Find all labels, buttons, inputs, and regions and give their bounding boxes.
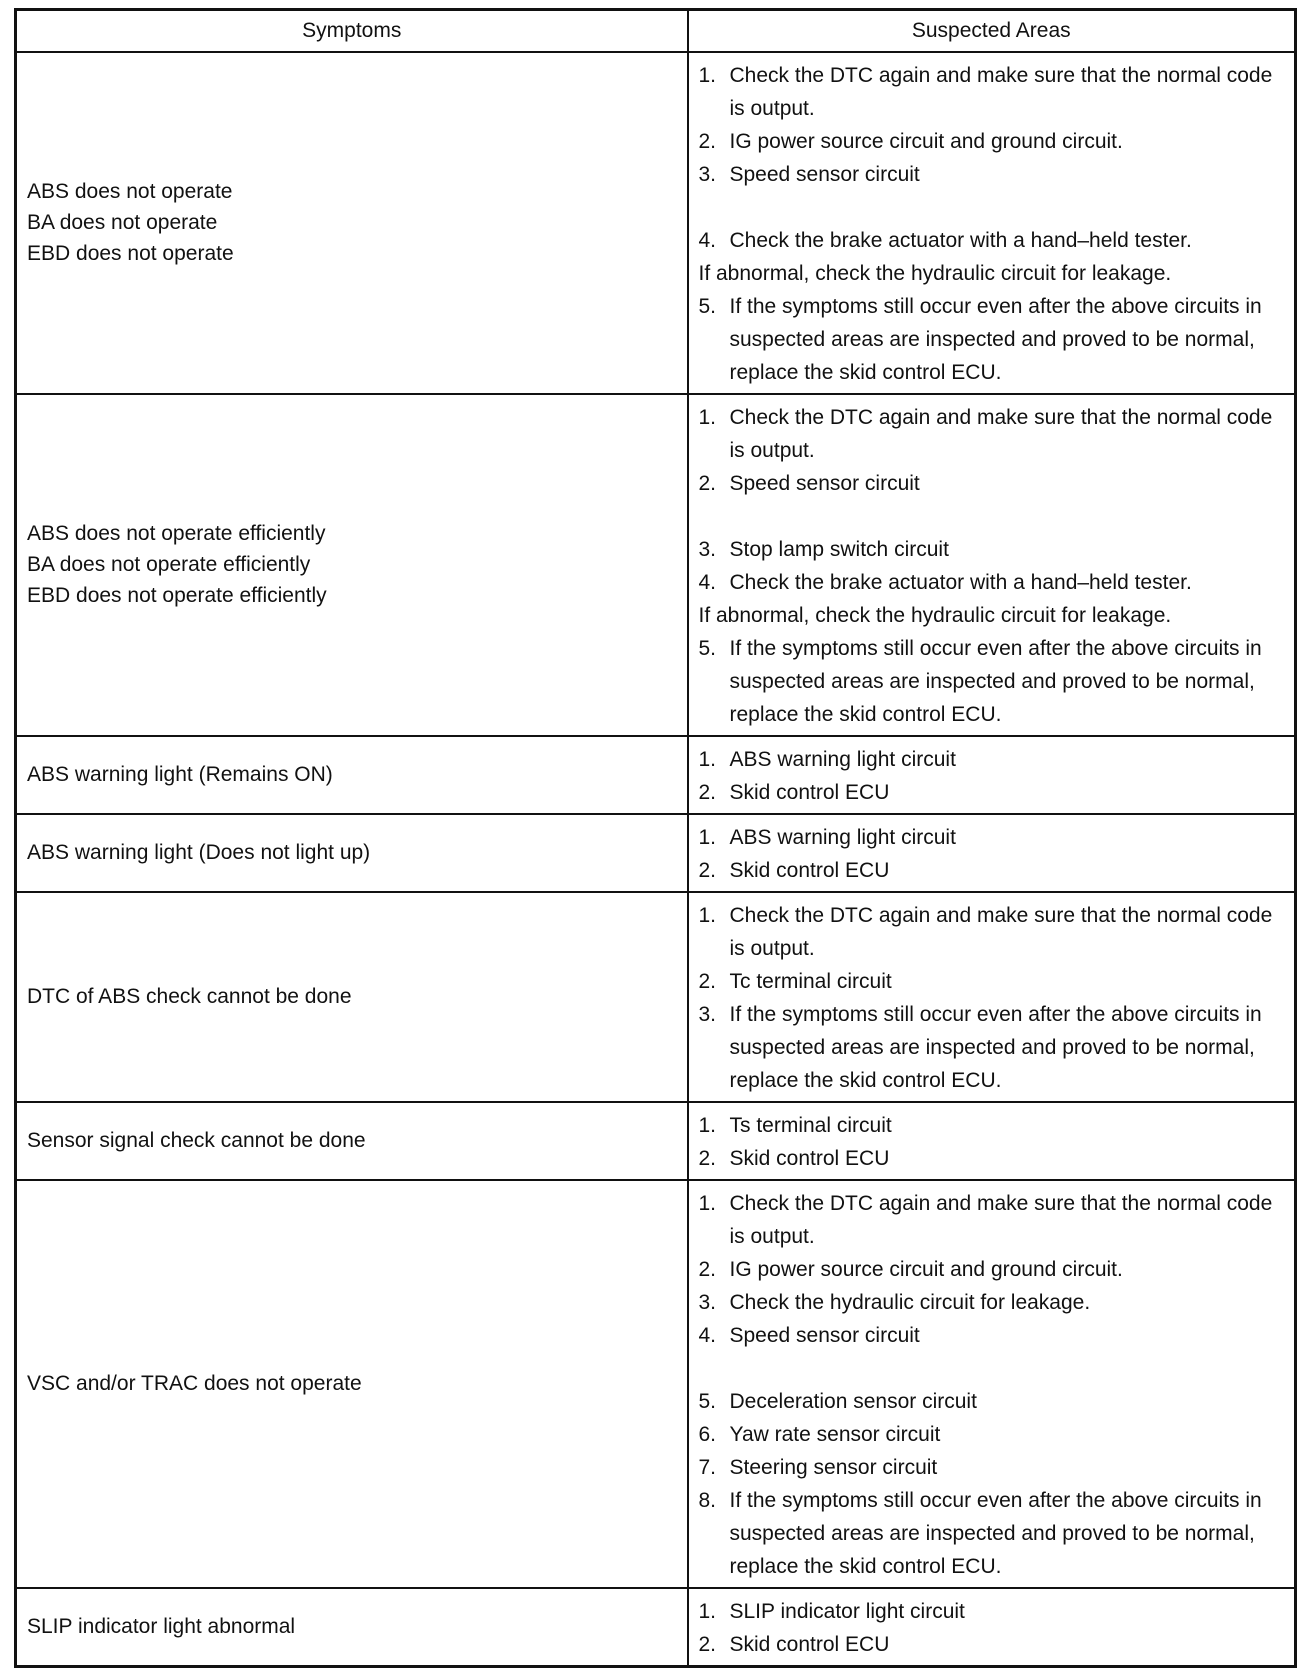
area-item-number: 2. bbox=[698, 1632, 717, 1656]
symptom-cell bbox=[16, 1180, 688, 1588]
symptom-cell bbox=[16, 814, 688, 892]
area-item-text: Skid control ECU bbox=[729, 1632, 890, 1656]
area-item-number: 4. bbox=[698, 1323, 717, 1347]
area-item bbox=[699, 1319, 1285, 1352]
symptom-text: ABS does not operate bbox=[27, 180, 233, 203]
area-item-number: 2. bbox=[698, 471, 717, 495]
area-item bbox=[699, 1385, 1285, 1418]
area-item bbox=[699, 821, 1285, 854]
area-item-number: 1. bbox=[698, 1191, 717, 1215]
area-item-number: 3. bbox=[698, 162, 717, 186]
area-item-text: Skid control ECU bbox=[729, 780, 890, 804]
area-item-text: Check the brake actuator with a hand–held tester. bbox=[729, 228, 1192, 252]
area-item-text: If the symptoms still occur even after the above circuits in suspected areas are inspected and proved to be normal, replace the skid control ECU. bbox=[729, 1488, 1262, 1578]
area-item bbox=[699, 854, 1285, 887]
area-item-text: Check the DTC again and make sure that the normal code is output. bbox=[729, 405, 1273, 462]
area-item-number: 2. bbox=[698, 1146, 717, 1170]
area-item-text: Deceleration sensor circuit bbox=[729, 1389, 977, 1413]
symptom-text: EBD does not operate efficiently bbox=[27, 584, 327, 607]
area-item bbox=[699, 1109, 1285, 1142]
table-row bbox=[16, 1102, 1296, 1180]
area-item bbox=[699, 743, 1285, 776]
area-item bbox=[699, 965, 1285, 998]
area-item-number: 1. bbox=[698, 405, 717, 429]
area-item-number: 1. bbox=[698, 1113, 717, 1137]
symptoms-table bbox=[14, 8, 1297, 1668]
area-item-text: SLIP indicator light circuit bbox=[729, 1599, 965, 1623]
area-item-number: 4. bbox=[698, 570, 717, 594]
blank-line bbox=[699, 1352, 1285, 1385]
symptom-text: EBD does not operate bbox=[27, 242, 234, 265]
area-item bbox=[699, 533, 1285, 566]
area-item bbox=[699, 1418, 1285, 1451]
area-item bbox=[699, 401, 1285, 467]
symptom-text: BA does not operate bbox=[27, 211, 218, 234]
blank-line bbox=[699, 500, 1285, 533]
area-item-number: 1. bbox=[698, 63, 717, 87]
area-item-text: Steering sensor circuit bbox=[729, 1455, 938, 1479]
area-item bbox=[699, 125, 1285, 158]
area-item-text: Check the DTC again and make sure that the normal code is output. bbox=[729, 1191, 1273, 1248]
area-item-text: Stop lamp switch circuit bbox=[729, 537, 949, 561]
area-item-number: 3. bbox=[698, 1290, 717, 1314]
area-note: If abnormal, check the hydraulic circuit for leakage. bbox=[698, 261, 1172, 285]
area-item-number: 1. bbox=[698, 1599, 717, 1623]
symptom-text: ABS does not operate efficiently bbox=[27, 522, 326, 545]
area-item-number: 5. bbox=[698, 636, 717, 660]
area-item-text: Check the DTC again and make sure that the normal code is output. bbox=[729, 63, 1273, 120]
area-item bbox=[699, 998, 1285, 1097]
area-item-number: 2. bbox=[698, 780, 717, 804]
area-item-number: 2. bbox=[698, 129, 717, 153]
table-row bbox=[16, 892, 1296, 1102]
area-item bbox=[699, 224, 1285, 257]
area-item-number: 3. bbox=[698, 1002, 717, 1026]
symptom-text: VSC and/or TRAC does not operate bbox=[27, 1372, 362, 1395]
symptom-cell bbox=[16, 892, 688, 1102]
suspected-areas-cell bbox=[688, 1102, 1296, 1180]
suspected-areas-cell bbox=[688, 1588, 1296, 1667]
area-item-text: Skid control ECU bbox=[729, 1146, 890, 1170]
area-item-text: Speed sensor circuit bbox=[729, 1323, 920, 1347]
suspected-areas-header: Suspected Areas bbox=[688, 10, 1296, 52]
area-item-number: 8. bbox=[698, 1488, 717, 1512]
symptom-text: SLIP indicator light abnormal bbox=[27, 1615, 296, 1638]
area-item-text: IG power source circuit and ground circuit. bbox=[729, 129, 1123, 153]
suspected-areas-cell bbox=[688, 394, 1296, 736]
area-item bbox=[699, 290, 1285, 389]
suspected-areas-cell bbox=[688, 892, 1296, 1102]
table-row bbox=[16, 394, 1296, 736]
area-item-text: Check the brake actuator with a hand–held tester. bbox=[729, 570, 1192, 594]
area-item-number: 3. bbox=[698, 537, 717, 561]
area-item bbox=[699, 1142, 1285, 1175]
area-item-number: 2. bbox=[698, 858, 717, 882]
symptom-cell bbox=[16, 736, 688, 814]
area-item-text: ABS warning light circuit bbox=[729, 825, 956, 849]
area-item-number: 6. bbox=[698, 1422, 717, 1446]
symptoms-header: Symptoms bbox=[16, 10, 688, 52]
area-item-number: 5. bbox=[698, 294, 717, 318]
area-item-number: 4. bbox=[698, 228, 717, 252]
area-item-text: If the symptoms still occur even after the above circuits in suspected areas are inspected and proved to be normal, replace the skid control ECU. bbox=[729, 636, 1262, 726]
area-item-text: IG power source circuit and ground circuit. bbox=[729, 1257, 1123, 1281]
area-item-text: Speed sensor circuit bbox=[729, 162, 920, 186]
symptom-text: BA does not operate efficiently bbox=[27, 553, 311, 576]
table-header-row bbox=[16, 10, 1296, 52]
area-item bbox=[699, 566, 1285, 599]
area-item bbox=[699, 1628, 1285, 1661]
area-item bbox=[699, 776, 1285, 809]
area-item-number: 7. bbox=[698, 1455, 717, 1479]
document-page bbox=[14, 8, 1294, 1668]
symptom-text: ABS warning light (Remains ON) bbox=[27, 763, 333, 786]
suspected-areas-cell bbox=[688, 1180, 1296, 1588]
area-item-text: Ts terminal circuit bbox=[729, 1113, 892, 1137]
area-item-text: Skid control ECU bbox=[729, 858, 890, 882]
area-item-text: If the symptoms still occur even after the above circuits in suspected areas are inspected and proved to be normal, replace the skid control ECU. bbox=[729, 294, 1262, 384]
area-item bbox=[699, 1286, 1285, 1319]
area-item-text: Tc terminal circuit bbox=[729, 969, 892, 993]
table-row bbox=[16, 736, 1296, 814]
symptom-cell bbox=[16, 1588, 688, 1667]
area-item bbox=[699, 632, 1285, 731]
suspected-areas-cell bbox=[688, 52, 1296, 394]
suspected-areas-cell bbox=[688, 814, 1296, 892]
suspected-areas-cell bbox=[688, 736, 1296, 814]
area-item-number: 1. bbox=[698, 825, 717, 849]
area-item bbox=[699, 467, 1285, 500]
area-item-text: Yaw rate sensor circuit bbox=[729, 1422, 941, 1446]
area-note: If abnormal, check the hydraulic circuit for leakage. bbox=[698, 603, 1172, 627]
area-item bbox=[699, 899, 1285, 965]
area-item-number: 2. bbox=[698, 1257, 717, 1281]
area-item-text: ABS warning light circuit bbox=[729, 747, 956, 771]
blank-line bbox=[699, 191, 1285, 224]
area-item-text: Check the hydraulic circuit for leakage. bbox=[729, 1290, 1091, 1314]
area-item-number: 1. bbox=[698, 903, 717, 927]
area-item bbox=[699, 1484, 1285, 1583]
area-item-number: 1. bbox=[698, 747, 717, 771]
area-item bbox=[699, 1253, 1285, 1286]
symptom-text: DTC of ABS check cannot be done bbox=[27, 985, 352, 1008]
area-item bbox=[699, 59, 1285, 125]
area-item-number: 5. bbox=[698, 1389, 717, 1413]
symptom-cell bbox=[16, 52, 688, 394]
area-item-text: If the symptoms still occur even after the above circuits in suspected areas are inspected and proved to be normal, replace the skid control ECU. bbox=[729, 1002, 1262, 1092]
area-item bbox=[699, 1187, 1285, 1253]
symptom-cell bbox=[16, 394, 688, 736]
area-item bbox=[699, 158, 1285, 191]
table-row bbox=[16, 814, 1296, 892]
area-item bbox=[699, 1451, 1285, 1484]
table-row bbox=[16, 1180, 1296, 1588]
symptom-cell bbox=[16, 1102, 688, 1180]
symptom-text: ABS warning light (Does not light up) bbox=[27, 841, 371, 864]
symptom-text: Sensor signal check cannot be done bbox=[27, 1129, 366, 1152]
table-row bbox=[16, 52, 1296, 394]
area-item-text: Check the DTC again and make sure that the normal code is output. bbox=[729, 903, 1273, 960]
area-item bbox=[699, 1595, 1285, 1628]
area-item-text: Speed sensor circuit bbox=[729, 471, 920, 495]
area-item-number: 2. bbox=[698, 969, 717, 993]
table-row bbox=[16, 1588, 1296, 1667]
table-body bbox=[16, 52, 1296, 1667]
